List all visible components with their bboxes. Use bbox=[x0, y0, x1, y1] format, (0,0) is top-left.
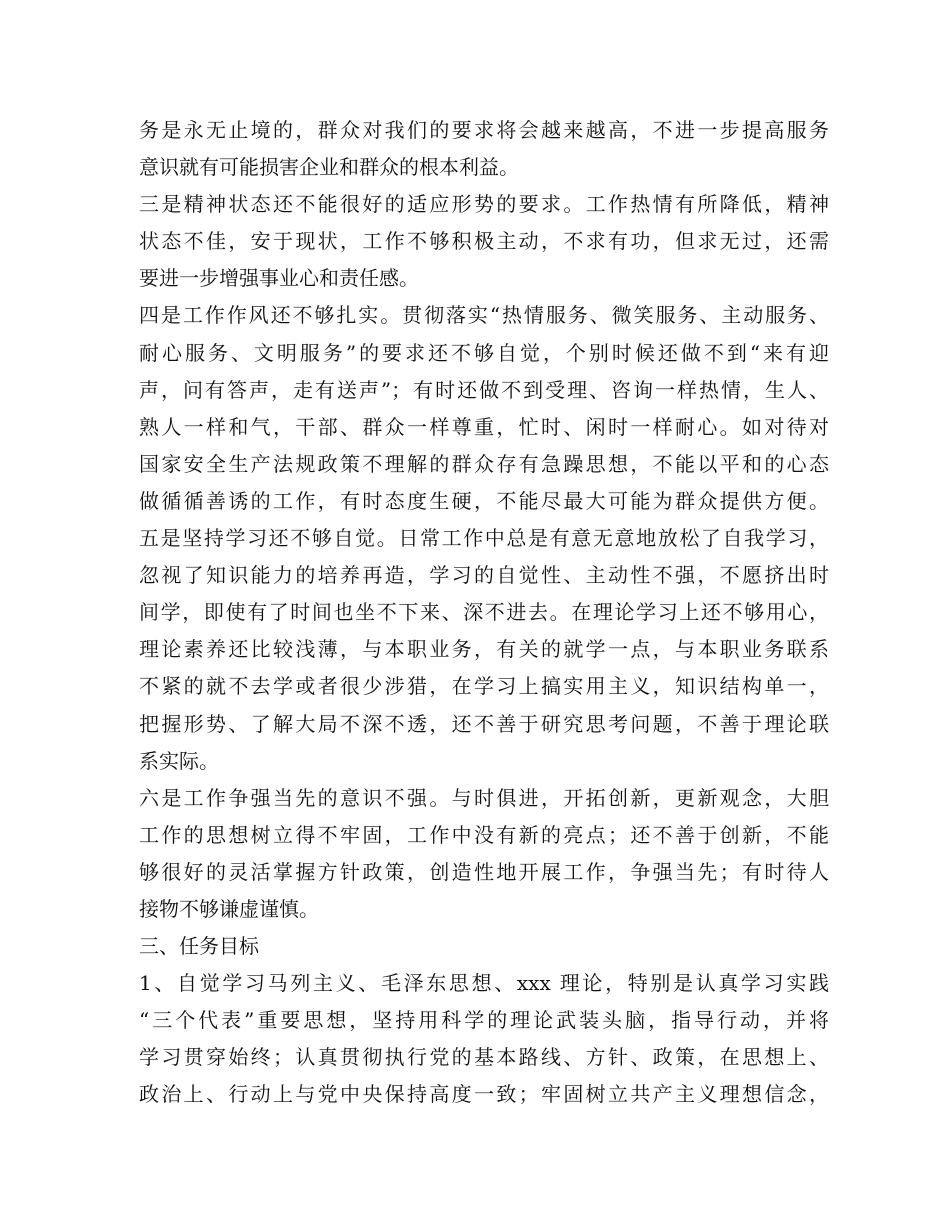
text-line: 把握形势、了解大局不深不透，还不善于研究思考问题，不善于理论联 bbox=[139, 711, 829, 736]
document-body bbox=[139, 112, 829, 1114]
text-line: 学习贯穿始终；认真贯彻执行党的基本路线、方针、政策，在思想上、 bbox=[139, 1045, 829, 1070]
text-line: 状态不佳，安于现状，工作不够积极主动，不求有功，但求无过，还需 bbox=[139, 229, 829, 254]
text-line: 要进一步增强事业心和责任感。 bbox=[139, 266, 419, 291]
text-line: “三个代表”重要思想，坚持用科学的理论武装头脑，指导行动，并将 bbox=[139, 1008, 829, 1033]
text-line: 务是永无止境的，群众对我们的要求将会越来越高，不进一步提高服务 bbox=[139, 118, 829, 142]
text-line: 够很好的灵活掌握方针政策，创造性地开展工作，争强当先；有时待人 bbox=[139, 859, 829, 884]
text-line: 三是精神状态还不能很好的适应形势的要求。工作热情有所降低，精神 bbox=[139, 192, 829, 217]
text-line: 工作的思想树立得不牢固，工作中没有新的亮点；还不善于创新，不能 bbox=[139, 822, 829, 847]
text-line: 五是坚持学习还不够自觉。日常工作中总是有意无意地放松了自我学习， bbox=[139, 526, 829, 551]
text-line: 政治上、行动上与党中央保持高度一致；牢固树立共产主义理想信念， bbox=[139, 1082, 829, 1107]
text-line: 四是工作作风还不够扎实。贯彻落实“热情服务、微笑服务、主动服务、 bbox=[139, 303, 829, 328]
section-heading: 三、任务目标 bbox=[139, 934, 259, 959]
text-line: 熟人一样和气，干部、群众一样尊重，忙时、闲时一样耐心。如对待对 bbox=[139, 414, 829, 439]
text-line: 接物不够谦虚谨慎。 bbox=[139, 896, 319, 921]
text-line: 声，问有答声，走有送声”；有时还做不到受理、咨询一样热情，生人、 bbox=[139, 377, 829, 402]
text-line: 理论素养还比较浅薄，与本职业务，有关的就学一点，与本职业务联系 bbox=[139, 637, 829, 662]
text-line: 做循循善诱的工作，有时态度生硬，不能尽最大可能为群众提供方便。 bbox=[139, 488, 829, 513]
text-line: 不紧的就不去学或者很少涉猎，在学习上搞实用主义，知识结构单一， bbox=[139, 674, 829, 699]
text-line: 忽视了知识能力的培养再造，学习的自觉性、主动性不强，不愿挤出时 bbox=[139, 563, 829, 588]
text-line: 系实际。 bbox=[139, 748, 219, 773]
text-line: 意识就有可能损害企业和群众的根本利益。 bbox=[139, 155, 519, 180]
text-line: 1、自觉学习马列主义、毛泽东思想、xxx 理论，特别是认真学习实践 bbox=[139, 971, 829, 996]
text-line: 耐心服务、文明服务”的要求还不够自觉，个别时候还做不到“来有迎 bbox=[139, 340, 829, 365]
text-line: 间学，即使有了时间也坐不下来、深不进去。在理论学习上还不够用心， bbox=[139, 600, 829, 625]
text-line: 六是工作争强当先的意识不强。与时俱进，开拓创新，更新观念，大胆 bbox=[139, 785, 829, 810]
text-line: 国家安全生产法规政策不理解的群众存有急躁思想，不能以平和的心态 bbox=[139, 451, 829, 476]
